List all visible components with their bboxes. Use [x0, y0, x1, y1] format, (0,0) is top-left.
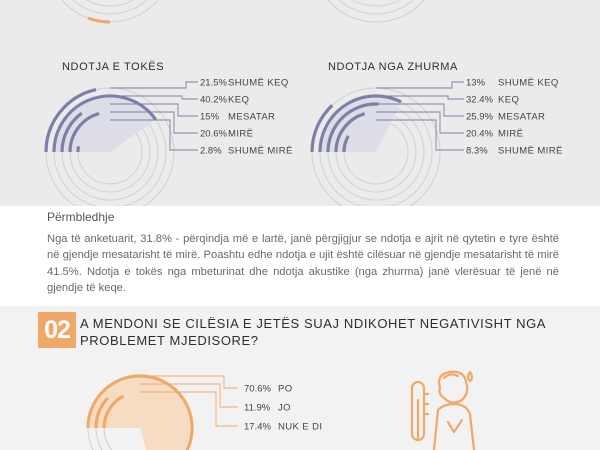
category-label-0-2: MESATAR	[228, 111, 276, 123]
partial-arc-0	[88, 18, 110, 22]
data-label-0-1: 40.2%	[200, 94, 227, 106]
data-label-1-1: 32.4%	[466, 94, 493, 106]
data-label-0-3: 20.6%	[200, 128, 227, 140]
partial-chart-top-left	[0, 0, 300, 30]
partial-ring-1-0	[312, 0, 440, 22]
chart-title-noise: NDOTJA NGA ZHURMA	[328, 61, 458, 73]
question-text: A MENDONI SE CILËSIA E JETËS SUAJ NDIKOHET NEGATIVISHT NGA PROBLEMET MJEDISORE?	[80, 316, 546, 348]
data-label-2-0: 70.6%	[244, 383, 271, 395]
question-number-badge: 02	[38, 312, 76, 348]
partial-ring-0-0	[46, 0, 174, 22]
category-label-0-4: SHUMË MIRË	[228, 145, 293, 157]
data-label-1-4: 8.3%	[466, 145, 488, 157]
chart-quality-of-life	[0, 360, 380, 450]
category-label-0-0: SHUMË KEQ	[228, 77, 289, 89]
chart-noise-pollution	[300, 70, 600, 206]
leader-line-1-0	[376, 82, 464, 88]
partial-ring-1-1	[320, 0, 432, 14]
data-label-2-2: 17.4%	[244, 421, 271, 433]
data-label-0-4: 2.8%	[200, 145, 222, 157]
data-label-2-1: 11.9%	[244, 402, 271, 414]
thermometer-person-icon	[402, 360, 482, 450]
partial-ring-0-1	[54, 0, 166, 14]
category-label-1-4: SHUMË MIRË	[498, 145, 563, 157]
category-label-0-1: KEQ	[228, 94, 250, 106]
partial-chart-top-right	[300, 0, 600, 30]
category-label-2-2: NUK E DI	[278, 421, 323, 433]
chart-title-land: NDOTJA E TOKËS	[62, 61, 165, 73]
data-label-0-2: 15%	[200, 111, 220, 123]
category-label-1-1: KEQ	[498, 94, 520, 106]
category-label-2-0: PO	[278, 383, 293, 395]
leader-line-0-0	[110, 82, 198, 88]
category-label-1-0: SHUMË KEQ	[498, 77, 559, 89]
chart-land-pollution	[0, 70, 300, 206]
category-label-2-1: JO	[278, 402, 291, 414]
data-label-1-3: 20.4%	[466, 128, 493, 140]
data-label-0-0: 21.5%	[200, 77, 227, 89]
data-label-1-0: 13%	[466, 77, 486, 89]
category-label-1-3: MIRË	[498, 128, 524, 140]
summary-heading: Përmbledhje	[47, 210, 115, 224]
data-label-1-2: 25.9%	[466, 111, 493, 123]
category-label-0-3: MIRË	[228, 128, 254, 140]
summary-text: Nga të anketuarit, 31.8% - përqindja më e lartë, janë përgjigjur se ndotja e ajrit në qytetin e tyre është në gjendje mesatarisht të mirë. Poashtu edhe ndotja e ujit është cilësuar në gjendje mesatarisht të mirë 41.5%. Ndotja e tokës nga mbeturinat dhe ndotja akustike (nga zhurma) janë vlerësuar të jenë në gjendje të keqe.	[47, 233, 559, 295]
category-label-1-2: MESATAR	[498, 111, 546, 123]
